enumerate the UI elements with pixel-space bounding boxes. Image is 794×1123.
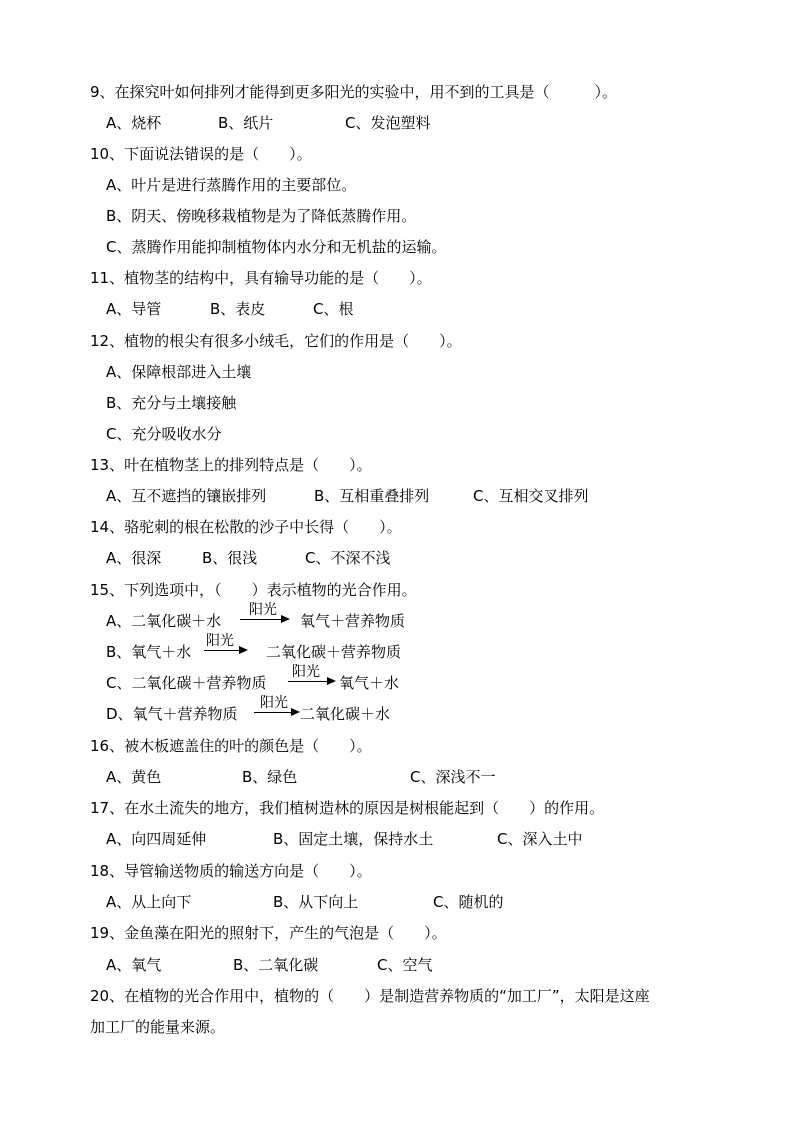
q18-option-a: A、从上向下	[106, 893, 192, 911]
q14-option-b: B、很浅	[202, 549, 258, 567]
question-13-stem: 13、叶在植物茎上的排列特点是（ ）。	[90, 456, 372, 474]
q16-option-b: B、绿色	[242, 768, 298, 786]
q15-option-b-reactants: B、氧气＋水	[106, 643, 192, 661]
q17-option-a: A、向四周延伸	[106, 830, 207, 848]
question-10-stem: 10、下面说法错误的是（ ）。	[90, 145, 312, 163]
arrow-label: 阳光	[260, 695, 288, 711]
question-14-stem: 14、骆驼刺的根在松散的沙子中长得（ ）。	[90, 518, 402, 536]
q15-option-a-products: 氧气＋营养物质	[300, 612, 406, 630]
q19-option-a: A、氧气	[106, 956, 162, 974]
q15-option-d-arrow	[254, 696, 300, 716]
question-16-stem: 16、被木板遮盖住的叶的颜色是（ ）。	[90, 737, 372, 755]
q9-option-c: C、发泡塑料	[345, 114, 431, 132]
q15-option-d-products: 二氧化碳＋水	[300, 705, 391, 723]
question-9-stem: 9、在探究叶如何排列才能得到更多阳光的实验中，用不到的工具是（ ）。	[90, 83, 618, 101]
q9-option-b: B、纸片	[218, 114, 274, 132]
q17-option-b: B、固定土壤，保持水土	[273, 830, 434, 848]
question-15-stem: 15、下列选项中，（ ）表示植物的光合作用。	[90, 581, 417, 599]
q12-option-b: B、充分与土壤接触	[106, 394, 237, 412]
q15-option-b-arrow	[204, 634, 248, 654]
q18-option-b: B、从下向上	[273, 893, 359, 911]
q12-option-a: A、保障根部进入土壤	[106, 363, 252, 381]
q13-option-c: C、互相交叉排列	[473, 487, 589, 505]
question-11-stem: 11、植物茎的结构中，具有输导功能的是（ ）。	[90, 269, 432, 287]
q16-option-a: A、黄色	[106, 768, 162, 786]
question-17-stem: 17、在水土流失的地方，我们植树造林的原因是树根能起到（ ）的作用。	[90, 799, 605, 817]
question-12-stem: 12、植物的根尖有很多小绒毛，它们的作用是（ ）。	[90, 332, 462, 350]
q15-option-d-reactants: D、氧气＋营养物质	[106, 705, 238, 723]
q14-option-c: C、不深不浅	[305, 549, 391, 567]
arrow-label: 阳光	[206, 633, 234, 649]
q9-option-a: A、烧杯	[106, 114, 162, 132]
q11-option-c: C、根	[313, 300, 354, 318]
q11-option-b: B、表皮	[210, 300, 266, 318]
q13-option-a: A、互不遮挡的镶嵌排列	[106, 487, 267, 505]
q15-option-b-products: 二氧化碳＋营养物质	[266, 643, 402, 661]
q15-option-a-reactants: A、二氧化碳＋水	[106, 612, 222, 630]
q15-option-c-reactants: C、二氧化碳＋营养物质	[106, 674, 267, 692]
q19-option-c: C、空气	[377, 956, 433, 974]
arrow-label: 阳光	[249, 602, 277, 618]
q17-option-c: C、深入土中	[497, 830, 583, 848]
q10-option-c: C、蒸腾作用能抑制植物体内水分和无机盐的运输。	[106, 238, 447, 256]
question-20-stem-line1: 20、在植物的光合作用中，植物的（ ）是制造营养物质的“加工厂”，太阳是这座	[90, 987, 650, 1005]
q10-option-a: A、叶片是进行蒸腾作用的主要部位。	[106, 176, 357, 194]
q14-option-a: A、很深	[106, 549, 162, 567]
q12-option-c: C、充分吸收水分	[106, 425, 222, 443]
q16-option-c: C、深浅不一	[410, 768, 496, 786]
q13-option-b: B、互相重叠排列	[314, 487, 430, 505]
arrow-label: 阳光	[292, 664, 320, 680]
question-20-stem-line2: 加工厂的能量来源。	[90, 1018, 226, 1036]
q18-option-c: C、随机的	[433, 893, 504, 911]
question-18-stem: 18、导管输送物质的输送方向是（ ）。	[90, 862, 372, 880]
q19-option-b: B、二氧化碳	[233, 956, 319, 974]
q15-option-c-products: 氧气＋水	[339, 674, 400, 692]
question-19-stem: 19、金鱼藻在阳光的照射下，产生的气泡是（ ）。	[90, 924, 447, 942]
q10-option-b: B、阴天、傍晚移栽植物是为了降低蒸腾作用。	[106, 207, 417, 225]
q15-option-a-arrow	[240, 603, 290, 623]
q11-option-a: A、导管	[106, 300, 162, 318]
q15-option-c-arrow	[288, 665, 336, 685]
